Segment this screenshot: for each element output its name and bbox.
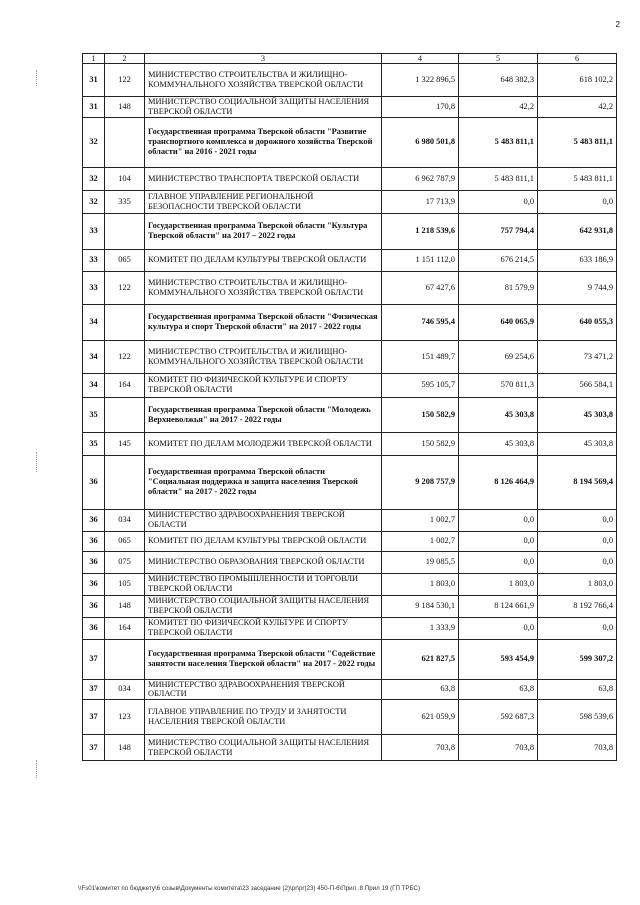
row-title: КОМИТЕТ ПО ДЕЛАМ КУЛЬТУРЫ ТВЕРСКОЙ ОБЛАСТИ [145,249,382,271]
department-code [105,304,145,340]
table-row [83,700,617,735]
table-row [83,373,617,397]
amount-col-4: 63,8 [382,679,459,700]
amount-col-5: 676 214,5 [459,249,538,271]
program-row [83,397,617,432]
department-code [105,213,145,249]
amount-col-5: 63,8 [459,679,538,700]
table-row [83,735,617,761]
table-row [83,271,617,304]
amount-col-4: 1 002,7 [382,509,459,531]
amount-col-6: 9 744,9 [538,271,617,304]
amount-col-5: 45 303,8 [459,432,538,455]
amount-col-4: 1 151 112,0 [382,249,459,271]
table-row [83,679,617,700]
amount-col-6: 598 539,6 [538,700,617,735]
row-title: КОМИТЕТ ПО ФИЗИЧЕСКОЙ КУЛЬТУРЕ И СПОРТУ ТВЕРСКОЙ ОБЛАСТИ [145,617,382,639]
amount-col-5: 5 483 811,1 [459,117,538,167]
row-number: 37 [83,700,105,735]
table-row [83,249,617,271]
department-code: 335 [105,190,145,213]
amount-col-6: 0,0 [538,190,617,213]
amount-col-4: 17 713,9 [382,190,459,213]
header-col-4: 4 [382,54,459,64]
department-code: 148 [105,595,145,617]
row-number: 34 [83,373,105,397]
header-col-3: 3 [145,54,382,64]
department-code: 065 [105,531,145,551]
row-number: 36 [83,573,105,595]
amount-col-6: 73 471,2 [538,340,617,373]
table-row [83,432,617,455]
amount-col-6: 8 194 569,4 [538,455,617,509]
amount-col-6: 618 102,2 [538,64,617,97]
department-code: 105 [105,573,145,595]
department-code: 123 [105,700,145,735]
table-header-row [83,54,617,64]
table-body [83,54,617,761]
amount-col-6: 42,2 [538,97,617,118]
amount-col-6: 5 483 811,1 [538,167,617,190]
amount-col-4: 151 489,7 [382,340,459,373]
amount-col-5: 1 803,0 [459,573,538,595]
amount-col-6: 0,0 [538,531,617,551]
row-title: МИНИСТЕРСТВО СТРОИТЕЛЬСТВА И ЖИЛИЩНО-КОММУНАЛЬНОГО ХОЗЯЙСТВА ТВЕРСКОЙ ОБЛАСТИ [145,340,382,373]
row-title: МИНИСТЕРСТВО ОБРАЗОВАНИЯ ТВЕРСКОЙ ОБЛАСТИ [145,551,382,573]
table-row [83,97,617,118]
row-number: 33 [83,249,105,271]
header-col-5: 5 [459,54,538,64]
table-row [83,190,617,213]
department-code [105,455,145,509]
page-number: 2 [615,20,620,29]
row-number: 34 [83,304,105,340]
amount-col-6: 0,0 [538,509,617,531]
row-number: 32 [83,117,105,167]
department-code: 034 [105,679,145,700]
amount-col-6: 599 307,2 [538,639,617,679]
row-number: 35 [83,397,105,432]
row-title: МИНИСТЕРСТВО СОЦИАЛЬНОЙ ЗАЩИТЫ НАСЕЛЕНИЯ ТВЕРСКОЙ ОБЛАСТИ [145,735,382,761]
department-code: 122 [105,271,145,304]
row-title: Государственная программа Тверской области "Молодежь Верхневолжья" на 2017 - 2022 годы [145,397,382,432]
department-code [105,397,145,432]
row-title: Государственная программа Тверской области "Физическая культура и спорт Тверской области" на 2017 - 2022 годы [145,304,382,340]
row-title: МИНИСТЕРСТВО ТРАНСПОРТА ТВЕРСКОЙ ОБЛАСТИ [145,167,382,190]
header-col-6: 6 [538,54,617,64]
amount-col-5: 5 483 811,1 [459,167,538,190]
amount-col-5: 81 579,9 [459,271,538,304]
program-row [83,455,617,509]
row-number: 33 [83,213,105,249]
amount-col-5: 0,0 [459,617,538,639]
row-title: Государственная программа Тверской области "Культура Тверской области" на 2017 – 2022 годы [145,213,382,249]
program-row [83,304,617,340]
amount-col-4: 1 333,9 [382,617,459,639]
amount-col-6: 5 483 811,1 [538,117,617,167]
margin-dotted-mark [36,452,37,472]
table-row [83,595,617,617]
amount-col-6: 0,0 [538,551,617,573]
amount-col-4: 1 002,7 [382,531,459,551]
row-title: МИНИСТЕРСТВО СОЦИАЛЬНОЙ ЗАЩИТЫ НАСЕЛЕНИЯ ТВЕРСКОЙ ОБЛАСТИ [145,595,382,617]
amount-col-5: 592 687,3 [459,700,538,735]
amount-col-5: 0,0 [459,190,538,213]
row-number: 37 [83,639,105,679]
amount-col-4: 150 582,9 [382,432,459,455]
department-code [105,639,145,679]
department-code: 075 [105,551,145,573]
amount-col-6: 566 584,1 [538,373,617,397]
amount-col-6: 45 303,8 [538,432,617,455]
amount-col-4: 703,8 [382,735,459,761]
amount-col-5: 0,0 [459,551,538,573]
row-number: 35 [83,432,105,455]
row-title: МИНИСТЕРСТВО СТРОИТЕЛЬСТВА И ЖИЛИЩНО-КОММУНАЛЬНОГО ХОЗЯЙСТВА ТВЕРСКОЙ ОБЛАСТИ [145,64,382,97]
department-code: 145 [105,432,145,455]
row-number: 31 [83,64,105,97]
amount-col-4: 621 827,5 [382,639,459,679]
row-title: ГЛАВНОЕ УПРАВЛЕНИЕ ПО ТРУДУ И ЗАНЯТОСТИ НАСЕЛЕНИЯ ТВЕРСКОЙ ОБЛАСТИ [145,700,382,735]
amount-col-6: 63,8 [538,679,617,700]
table-row [83,167,617,190]
row-title: МИНИСТЕРСТВО ЗДРАВООХРАНЕНИЯ ТВЕРСКОЙ ОБЛАСТИ [145,509,382,531]
department-code: 065 [105,249,145,271]
amount-col-4: 9 184 530,1 [382,595,459,617]
amount-col-5: 45 303,8 [459,397,538,432]
row-number: 36 [83,509,105,531]
amount-col-6: 703,8 [538,735,617,761]
amount-col-6: 45 303,8 [538,397,617,432]
margin-dotted-mark [36,760,37,778]
department-code: 034 [105,509,145,531]
row-number: 33 [83,271,105,304]
margin-dotted-mark [36,70,37,86]
department-code: 148 [105,735,145,761]
amount-col-4: 1 322 896,5 [382,64,459,97]
table-row [83,64,617,97]
amount-col-5: 69 254,6 [459,340,538,373]
amount-col-4: 621 059,9 [382,700,459,735]
file-path-footer: \\Fs01\комитет по бюджету\6 созыв\Документы комитета\23 заседание (2)\pr\pr(23) 450-П-6\Прил .8 Прил 19 (ГП ТРБС) [78,885,421,892]
amount-col-4: 746 595,4 [382,304,459,340]
department-code: 122 [105,64,145,97]
row-title: Государственная программа Тверской области "Социальная поддержка и защита населения Тверской области" на 2017 - 2022 годы [145,455,382,509]
amount-col-4: 67 427,6 [382,271,459,304]
amount-col-5: 42,2 [459,97,538,118]
amount-col-4: 6 980 501,8 [382,117,459,167]
header-col-2: 2 [105,54,145,64]
row-number: 36 [83,617,105,639]
amount-col-5: 593 454,9 [459,639,538,679]
row-title: ГЛАВНОЕ УПРАВЛЕНИЕ РЕГИОНАЛЬНОЙ БЕЗОПАСНОСТИ ТВЕРСКОЙ ОБЛАСТИ [145,190,382,213]
table-row [83,573,617,595]
amount-col-5: 703,8 [459,735,538,761]
row-title: Государственная программа Тверской области "Развитие транспортного комплекса и дорожного хозяйства Тверской области" на 2016 - 2021 годы [145,117,382,167]
row-title: МИНИСТЕРСТВО СТРОИТЕЛЬСТВА И ЖИЛИЩНО-КОММУНАЛЬНОГО ХОЗЯЙСТВА ТВЕРСКОЙ ОБЛАСТИ [145,271,382,304]
header-col-1: 1 [83,54,105,64]
amount-col-6: 633 186,9 [538,249,617,271]
amount-col-4: 1 218 539,6 [382,213,459,249]
department-code [105,117,145,167]
program-row [83,117,617,167]
amount-col-5: 757 794,4 [459,213,538,249]
table-row [83,509,617,531]
row-number: 32 [83,167,105,190]
amount-col-5: 640 065,9 [459,304,538,340]
department-code: 148 [105,97,145,118]
row-title: МИНИСТЕРСТВО ПРОМЫШЛЕННОСТИ И ТОРГОВЛИ ТВЕРСКОЙ ОБЛАСТИ [145,573,382,595]
department-code: 104 [105,167,145,190]
table-row [83,551,617,573]
amount-col-5: 0,0 [459,531,538,551]
row-number: 34 [83,340,105,373]
department-code: 164 [105,617,145,639]
amount-col-4: 9 208 757,9 [382,455,459,509]
row-number: 32 [83,190,105,213]
table-row [83,617,617,639]
row-number: 37 [83,679,105,700]
department-code: 164 [105,373,145,397]
department-code: 122 [105,340,145,373]
amount-col-5: 8 124 661,9 [459,595,538,617]
row-title: МИНИСТЕРСТВО ЗДРАВООХРАНЕНИЯ ТВЕРСКОЙ ОБЛАСТИ [145,679,382,700]
row-number: 36 [83,551,105,573]
program-row [83,213,617,249]
row-title: КОМИТЕТ ПО ФИЗИЧЕСКОЙ КУЛЬТУРЕ И СПОРТУ ТВЕРСКОЙ ОБЛАСТИ [145,373,382,397]
amount-col-5: 570 811,3 [459,373,538,397]
amount-col-4: 150 582,9 [382,397,459,432]
amount-col-4: 170,8 [382,97,459,118]
row-number: 37 [83,735,105,761]
program-row [83,639,617,679]
row-number: 36 [83,595,105,617]
row-number: 31 [83,97,105,118]
row-number: 36 [83,531,105,551]
amount-col-4: 1 803,0 [382,573,459,595]
amount-col-5: 648 382,3 [459,64,538,97]
row-title: КОМИТЕТ ПО ДЕЛАМ КУЛЬТУРЫ ТВЕРСКОЙ ОБЛАСТИ [145,531,382,551]
row-title: МИНИСТЕРСТВО СОЦИАЛЬНОЙ ЗАЩИТЫ НАСЕЛЕНИЯ ТВЕРСКОЙ ОБЛАСТИ [145,97,382,118]
row-number: 36 [83,455,105,509]
table-row [83,340,617,373]
amount-col-4: 6 962 787,9 [382,167,459,190]
budget-table [82,53,617,761]
amount-col-4: 19 085,5 [382,551,459,573]
amount-col-6: 8 192 766,4 [538,595,617,617]
amount-col-6: 640 055,3 [538,304,617,340]
amount-col-6: 642 931,8 [538,213,617,249]
amount-col-5: 8 126 464,9 [459,455,538,509]
amount-col-6: 0,0 [538,617,617,639]
table-row [83,531,617,551]
amount-col-4: 595 105,7 [382,373,459,397]
amount-col-6: 1 803,0 [538,573,617,595]
row-title: КОМИТЕТ ПО ДЕЛАМ МОЛОДЕЖИ ТВЕРСКОЙ ОБЛАСТИ [145,432,382,455]
row-title: Государственная программа Тверской области "Содействие занятости населения Тверской области" на 2017 - 2022 годы [145,639,382,679]
amount-col-5: 0,0 [459,509,538,531]
